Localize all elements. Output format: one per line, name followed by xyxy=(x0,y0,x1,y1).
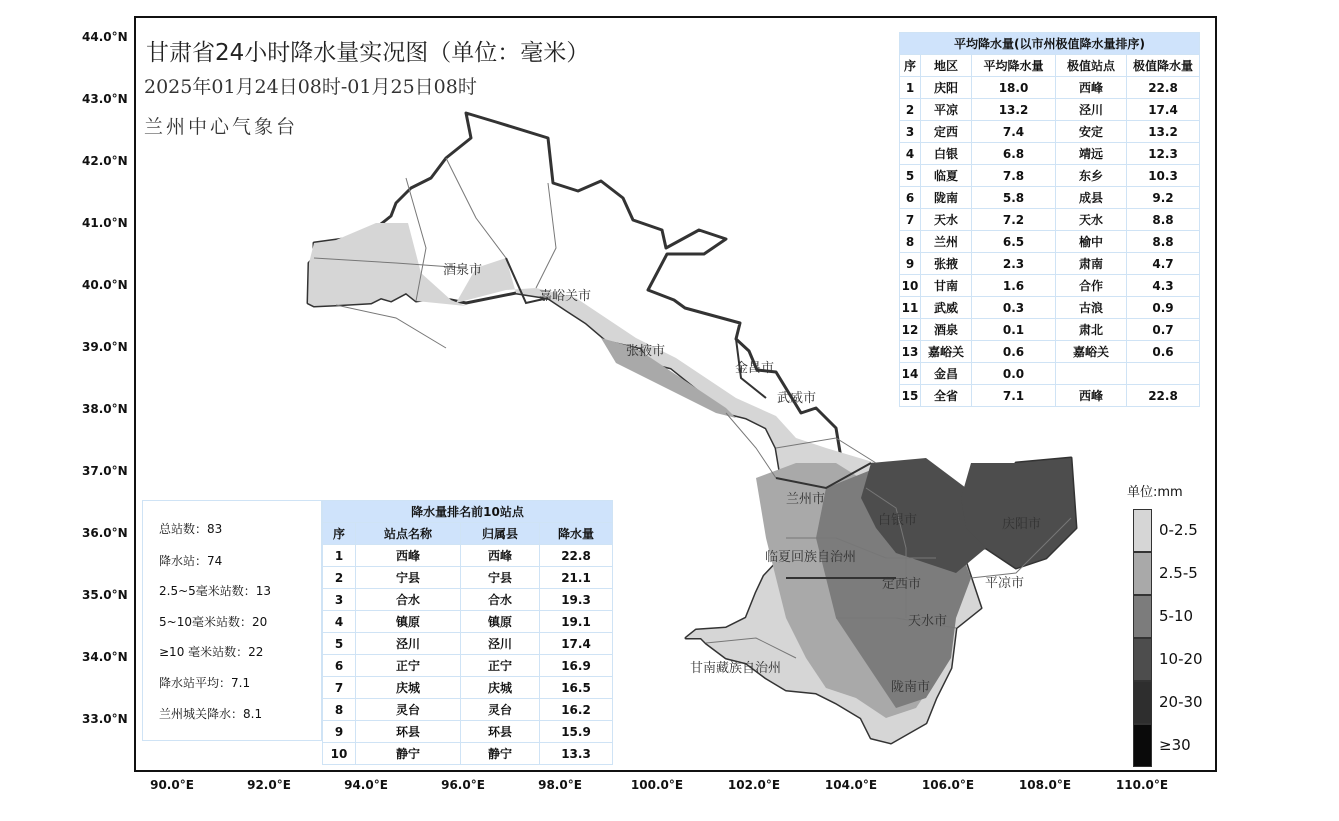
table-row xyxy=(900,209,1200,231)
table-cell: 6.8 xyxy=(972,143,1056,165)
table-cell: 定西 xyxy=(921,121,972,143)
table-cell: 2 xyxy=(323,567,356,589)
table-cell: 金昌 xyxy=(921,363,972,385)
lon-label: 104.0°E xyxy=(824,778,878,792)
table-row xyxy=(323,655,613,677)
table-cell: 22.8 xyxy=(1127,385,1200,407)
table-cell: 7.1 xyxy=(972,385,1056,407)
table-cell: 4 xyxy=(900,143,921,165)
city-label-dingxi: 定西市 xyxy=(882,577,922,592)
table-cell: 合水 xyxy=(461,589,540,611)
table-cell: 全省 xyxy=(921,385,972,407)
table-cell: 白银 xyxy=(921,143,972,165)
table-cell: 10 xyxy=(323,743,356,765)
table-cell: 7.2 xyxy=(972,209,1056,231)
legend-label: 10-20 xyxy=(1159,650,1203,668)
table-cell: 6 xyxy=(323,655,356,677)
table-cell: 庆城 xyxy=(461,677,540,699)
table-cell: 4.7 xyxy=(1127,253,1200,275)
legend-label: 5-10 xyxy=(1159,607,1194,625)
table-cell: 5 xyxy=(900,165,921,187)
table-cell: 22.8 xyxy=(1127,77,1200,99)
lon-label: 94.0°E xyxy=(344,778,388,792)
table-cell: 2.3 xyxy=(972,253,1056,275)
table-cell: 5.8 xyxy=(972,187,1056,209)
table-cell: 7.8 xyxy=(972,165,1056,187)
legend-swatch xyxy=(1133,509,1152,552)
lat-label: 42.0°N xyxy=(82,154,128,168)
table-cell: 正宁 xyxy=(356,655,461,677)
table-cell: 环县 xyxy=(356,721,461,743)
table-cell: 3 xyxy=(323,589,356,611)
legend-label: ≥30 xyxy=(1159,736,1191,754)
table-cell: 6.5 xyxy=(972,231,1056,253)
table-row xyxy=(900,341,1200,363)
table-cell: 肃南 xyxy=(1056,253,1127,275)
table-row xyxy=(323,743,613,765)
table-row xyxy=(323,721,613,743)
table-cell: 泾川 xyxy=(1056,99,1127,121)
map-title: 甘肃省24小时降水量实况图（单位：毫米） xyxy=(146,40,590,66)
lon-label: 100.0°E xyxy=(630,778,684,792)
table-cell: 14 xyxy=(900,363,921,385)
stat-10plus-stations: ≥10 毫米站数：22 xyxy=(159,645,264,659)
top-table-body xyxy=(323,545,613,765)
table-cell: 0.7 xyxy=(1127,319,1200,341)
city-label-gannan: 甘南藏族自治州 xyxy=(690,661,782,676)
table-cell: 嘉峪关 xyxy=(1056,341,1127,363)
table-cell: 10 xyxy=(900,275,921,297)
table-cell: 西峰 xyxy=(1056,385,1127,407)
table-row xyxy=(323,699,613,721)
table-cell: 嘉峪关 xyxy=(921,341,972,363)
table-cell: 环县 xyxy=(461,721,540,743)
table-row xyxy=(900,297,1200,319)
table-cell: 武威 xyxy=(921,297,972,319)
legend-swatch xyxy=(1133,638,1152,681)
table-cell: 0.3 xyxy=(972,297,1056,319)
table-cell: 0.0 xyxy=(972,363,1056,385)
stat-lanzhou-chengguan: 兰州城关降水：8.1 xyxy=(159,707,263,721)
lon-label: 108.0°E xyxy=(1018,778,1072,792)
table-cell: 8 xyxy=(900,231,921,253)
table-cell: 16.2 xyxy=(540,699,613,721)
lon-label: 98.0°E xyxy=(538,778,582,792)
city-label-lanzhou: 兰州市 xyxy=(786,492,826,507)
city-label-qingyang: 庆阳市 xyxy=(1002,517,1042,532)
table-cell: 正宁 xyxy=(461,655,540,677)
table-cell: 10.3 xyxy=(1127,165,1200,187)
legend-swatch xyxy=(1133,724,1152,767)
table-cell: 天水 xyxy=(921,209,972,231)
table-cell: 西峰 xyxy=(1056,77,1127,99)
table-row xyxy=(900,253,1200,275)
table-cell: 0.6 xyxy=(1127,341,1200,363)
city-label-zhangye: 张掖市 xyxy=(626,344,666,359)
table-row xyxy=(323,633,613,655)
table-cell: 7.4 xyxy=(972,121,1056,143)
table-row xyxy=(323,567,613,589)
table-cell: 泾川 xyxy=(356,633,461,655)
table-row xyxy=(900,363,1200,385)
table-cell: 5 xyxy=(323,633,356,655)
table-cell: 9 xyxy=(900,253,921,275)
table-cell: 1 xyxy=(323,545,356,567)
table-row xyxy=(900,385,1200,407)
table-cell xyxy=(1056,363,1127,385)
table-cell: 16.9 xyxy=(540,655,613,677)
issuing-office: 兰州中心气象台 xyxy=(144,116,299,138)
lat-label: 36.0°N xyxy=(82,526,128,540)
table-cell: 庆阳 xyxy=(921,77,972,99)
city-label-jinchang: 金昌市 xyxy=(735,361,775,376)
table-cell: 11 xyxy=(900,297,921,319)
table-cell: 16.5 xyxy=(540,677,613,699)
lat-label: 38.0°N xyxy=(82,402,128,416)
table-row xyxy=(900,165,1200,187)
table-cell: 0.6 xyxy=(972,341,1056,363)
table-cell: 8 xyxy=(323,699,356,721)
table-cell xyxy=(1127,363,1200,385)
table-cell: 合水 xyxy=(356,589,461,611)
table-cell: 陇南 xyxy=(921,187,972,209)
table-cell: 灵台 xyxy=(356,699,461,721)
city-label-linxia: 临夏回族自治州 xyxy=(765,550,857,565)
avg-table-title: 平均降水量(以市州极值降水量排序) xyxy=(900,33,1200,55)
table-cell: 静宁 xyxy=(461,743,540,765)
top10-stations-table xyxy=(322,500,613,765)
lon-label: 90.0°E xyxy=(150,778,194,792)
table-cell: 19.3 xyxy=(540,589,613,611)
city-label-baiyin: 白银市 xyxy=(878,513,918,528)
table-cell: 8.8 xyxy=(1127,209,1200,231)
table-cell: 15 xyxy=(900,385,921,407)
table-cell: 22.8 xyxy=(540,545,613,567)
lat-label: 34.0°N xyxy=(82,650,128,664)
city-label-pingliang: 平凉市 xyxy=(985,576,1025,591)
table-cell: 榆中 xyxy=(1056,231,1127,253)
table-cell: 2 xyxy=(900,99,921,121)
table-cell: 13.2 xyxy=(972,99,1056,121)
lon-label: 106.0°E xyxy=(921,778,975,792)
table-cell: 西峰 xyxy=(461,545,540,567)
table-cell: 肃北 xyxy=(1056,319,1127,341)
table-cell: 3 xyxy=(900,121,921,143)
table-cell: 镇原 xyxy=(356,611,461,633)
table-row xyxy=(323,545,613,567)
table-row xyxy=(900,143,1200,165)
table-row xyxy=(900,99,1200,121)
table-cell: 9.2 xyxy=(1127,187,1200,209)
table-cell: 6 xyxy=(900,187,921,209)
city-label-wuwei: 武威市 xyxy=(777,391,817,406)
table-cell: 靖远 xyxy=(1056,143,1127,165)
table-cell: 18.0 xyxy=(972,77,1056,99)
table-row xyxy=(323,677,613,699)
lat-label: 41.0°N xyxy=(82,216,128,230)
col-header: 序 xyxy=(900,55,921,77)
table-row xyxy=(900,77,1200,99)
table-cell: 合作 xyxy=(1056,275,1127,297)
table-cell: 0.9 xyxy=(1127,297,1200,319)
lat-label: 35.0°N xyxy=(82,588,128,602)
table-cell: 酒泉 xyxy=(921,319,972,341)
col-header: 降水量 xyxy=(540,523,613,545)
city-label-tianshui: 天水市 xyxy=(908,614,948,629)
table-cell: 15.9 xyxy=(540,721,613,743)
table-cell: 甘南 xyxy=(921,275,972,297)
table-row xyxy=(900,319,1200,341)
table-cell: 泾川 xyxy=(461,633,540,655)
table-cell: 21.1 xyxy=(540,567,613,589)
lat-label: 37.0°N xyxy=(82,464,128,478)
col-header: 序 xyxy=(323,523,356,545)
station-stats-box xyxy=(142,500,322,741)
col-header: 站点名称 xyxy=(356,523,461,545)
col-header: 极值降水量 xyxy=(1127,55,1200,77)
table-cell: 12.3 xyxy=(1127,143,1200,165)
legend-label: 0-2.5 xyxy=(1159,521,1198,539)
table-cell: 临夏 xyxy=(921,165,972,187)
table-cell: 兰州 xyxy=(921,231,972,253)
table-cell: 古浪 xyxy=(1056,297,1127,319)
table-cell: 8.8 xyxy=(1127,231,1200,253)
table-cell: 庆城 xyxy=(356,677,461,699)
table-cell: 19.1 xyxy=(540,611,613,633)
legend-label: 20-30 xyxy=(1159,693,1203,711)
table-cell: 西峰 xyxy=(356,545,461,567)
table-cell: 13.2 xyxy=(1127,121,1200,143)
lat-label: 44.0°N xyxy=(82,30,128,44)
table-cell: 13.3 xyxy=(540,743,613,765)
col-header: 平均降水量 xyxy=(972,55,1056,77)
table-cell: 1.6 xyxy=(972,275,1056,297)
lat-label: 39.0°N xyxy=(82,340,128,354)
lat-label: 40.0°N xyxy=(82,278,128,292)
table-row xyxy=(900,231,1200,253)
table-cell: 宁县 xyxy=(356,567,461,589)
lat-label: 43.0°N xyxy=(82,92,128,106)
legend-swatch xyxy=(1133,681,1152,724)
table-cell: 安定 xyxy=(1056,121,1127,143)
city-label-jiayuguan: 嘉峪关市 xyxy=(539,289,592,304)
table-cell: 0.1 xyxy=(972,319,1056,341)
map-time-range: 2025年01月24日08时-01月25日08时 xyxy=(144,76,477,98)
table-cell: 灵台 xyxy=(461,699,540,721)
table-cell: 12 xyxy=(900,319,921,341)
table-cell: 17.4 xyxy=(1127,99,1200,121)
table-cell: 7 xyxy=(323,677,356,699)
city-label-longnan: 陇南市 xyxy=(891,680,931,695)
table-cell: 7 xyxy=(900,209,921,231)
col-header: 地区 xyxy=(921,55,972,77)
table-cell: 4 xyxy=(323,611,356,633)
top-table-title: 降水量排名前10站点 xyxy=(323,501,613,523)
stat-rain-stations: 降水站：74 xyxy=(159,554,223,568)
table-cell: 宁县 xyxy=(461,567,540,589)
lon-label: 92.0°E xyxy=(247,778,291,792)
table-row xyxy=(323,589,613,611)
average-precip-table xyxy=(899,32,1200,407)
stat-2.5-5-stations: 2.5~5毫米站数：13 xyxy=(159,584,272,598)
table-cell: 1 xyxy=(900,77,921,99)
stat-average: 降水站平均：7.1 xyxy=(159,676,251,690)
table-row xyxy=(900,121,1200,143)
lon-label: 110.0°E xyxy=(1115,778,1169,792)
avg-table-body xyxy=(900,77,1200,407)
stat-5-10-stations: 5~10毫米站数：20 xyxy=(159,615,268,629)
lon-label: 96.0°E xyxy=(441,778,485,792)
table-cell: 13 xyxy=(900,341,921,363)
col-header: 极值站点 xyxy=(1056,55,1127,77)
table-cell: 静宁 xyxy=(356,743,461,765)
table-row xyxy=(323,611,613,633)
table-cell: 4.3 xyxy=(1127,275,1200,297)
table-cell: 9 xyxy=(323,721,356,743)
city-label-jiuquan: 酒泉市 xyxy=(443,263,483,278)
col-header: 归属县 xyxy=(461,523,540,545)
table-cell: 平凉 xyxy=(921,99,972,121)
stat-total-stations: 总站数：83 xyxy=(159,522,223,536)
table-row xyxy=(900,187,1200,209)
legend-swatch xyxy=(1133,552,1152,595)
table-cell: 镇原 xyxy=(461,611,540,633)
table-cell: 成县 xyxy=(1056,187,1127,209)
table-cell: 东乡 xyxy=(1056,165,1127,187)
table-cell: 天水 xyxy=(1056,209,1127,231)
table-cell: 17.4 xyxy=(540,633,613,655)
lon-label: 102.0°E xyxy=(727,778,781,792)
table-row xyxy=(900,275,1200,297)
table-cell: 张掖 xyxy=(921,253,972,275)
legend-swatch xyxy=(1133,595,1152,638)
legend-title: 单位:mm xyxy=(1127,485,1183,500)
lat-label: 33.0°N xyxy=(82,712,128,726)
legend-label: 2.5-5 xyxy=(1159,564,1198,582)
